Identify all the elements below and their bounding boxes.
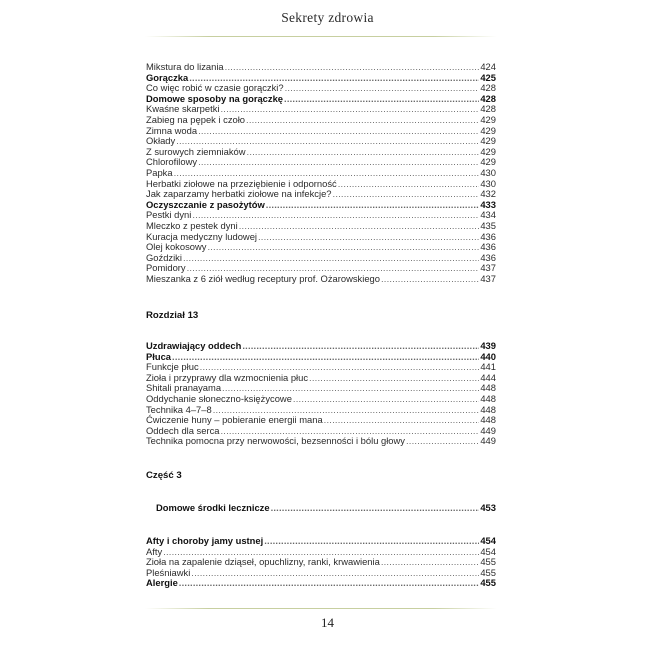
toc-entry-page: 453 — [480, 502, 496, 513]
toc-entry[interactable] — [146, 253, 496, 264]
toc-entry-page: 454 — [480, 535, 496, 546]
toc-entry-page: 429 — [480, 113, 496, 125]
toc-entry-title: Zabieg na pępek i czoło — [146, 113, 246, 125]
leader-dots — [172, 352, 479, 363]
toc-entry-title: Ćwiczenie huny – pobieranie energii mana — [146, 414, 323, 426]
toc-entry[interactable] — [146, 436, 496, 447]
toc-entry[interactable] — [146, 62, 496, 73]
leader-dots — [179, 578, 479, 589]
leader-dots — [309, 373, 479, 384]
header-divider — [145, 36, 497, 37]
leader-dots — [271, 503, 479, 514]
toc-entry[interactable] — [146, 557, 496, 568]
leader-dots — [207, 242, 479, 253]
toc-entry-title: Kuracja medyczny ludowej — [146, 230, 257, 242]
toc-entry[interactable] — [146, 157, 496, 168]
toc-entry-title: Domowe sposoby na gorączkę — [146, 92, 284, 104]
toc-entry-title: Papka — [146, 166, 173, 178]
toc-entry[interactable] — [146, 274, 496, 285]
toc-entry-page: 430 — [480, 166, 496, 178]
leader-dots — [258, 232, 479, 243]
toc-entry[interactable] — [146, 341, 496, 352]
toc-entry-title: Technika 4–7–8 — [146, 403, 212, 415]
leader-dots — [264, 536, 479, 547]
chapter-heading: Rozdział 13 — [146, 310, 199, 321]
toc-entry-title: Zioła na zapalenie dziąseł, opuchlizny, ranki, krwawienia — [146, 556, 380, 568]
toc-entry-title: Herbatki ziołowe na przeziębienie i odporność — [146, 177, 337, 189]
leader-dots — [174, 168, 479, 179]
toc-entry[interactable] — [146, 168, 496, 179]
toc-part-title — [146, 503, 496, 514]
toc-entry-page: 449 — [480, 435, 496, 447]
leader-dots — [381, 557, 479, 568]
leader-dots — [285, 83, 479, 94]
toc-entry-page: 428 — [480, 103, 496, 115]
toc-entry-page: 434 — [480, 209, 496, 221]
toc-entry-page: 429 — [480, 135, 496, 147]
toc-entry-title: Z surowych ziemniaków — [146, 145, 246, 157]
toc-entry-page: 444 — [480, 371, 496, 383]
toc-entry-title: Goździki — [146, 251, 182, 263]
toc-entry-page: 441 — [480, 361, 496, 373]
toc-entry-page: 440 — [480, 350, 496, 362]
toc-entry[interactable] — [146, 394, 496, 405]
leader-dots — [381, 274, 479, 285]
leader-dots — [247, 147, 479, 158]
toc-entry-page: 436 — [480, 251, 496, 263]
toc-entry[interactable] — [146, 115, 496, 126]
leader-dots — [284, 94, 479, 105]
toc-entry-title: Pestki dyni — [146, 209, 192, 221]
leader-dots — [333, 189, 479, 200]
toc-entry-title: Zimna woda — [146, 124, 198, 136]
toc-entry-page: 449 — [480, 424, 496, 436]
toc-entry-title: Co więc robić w czasie gorączki? — [146, 82, 284, 94]
toc-entry-title: Oddech dla serca — [146, 424, 220, 436]
toc-entry[interactable] — [146, 221, 496, 232]
toc-entry-title: Technika pomocna przy nerwowości, bezsenności i bólu głowy — [146, 435, 405, 447]
leader-dots — [293, 394, 479, 405]
toc-entry-title: Alergie — [146, 577, 178, 589]
toc-entry[interactable] — [146, 200, 496, 211]
toc-section-remedies — [146, 536, 496, 589]
toc-entry-title: Domowe środki lecznicze — [156, 502, 270, 513]
toc-entry-page: 448 — [480, 382, 496, 394]
toc-entry-title: Okłady — [146, 135, 176, 147]
toc-entry-page: 428 — [480, 92, 496, 104]
toc-entry-page: 436 — [480, 241, 496, 253]
toc-entry-page: 428 — [480, 82, 496, 94]
toc-entry-title: Płuca — [146, 350, 172, 362]
leader-dots — [183, 253, 479, 264]
running-header: Sekrety zdrowia — [281, 10, 374, 25]
toc-entry-page: 435 — [480, 219, 496, 231]
toc-entry-title: Pleśniawki — [146, 566, 191, 578]
toc-entry-title: Mieszanka z 6 ziół według receptury prof. Ożarowskiego — [146, 272, 380, 284]
leader-dots — [198, 157, 479, 168]
toc-entry-title: Uzdrawiający oddech — [146, 340, 242, 351]
toc-entry-page: 455 — [480, 566, 496, 578]
toc-entry-title: Pomidory — [146, 262, 186, 274]
toc-entry-title: Oddychanie słoneczno-księżycowe — [146, 392, 292, 404]
toc-entry-page: 455 — [480, 577, 496, 589]
toc-entry-page: 429 — [480, 124, 496, 136]
toc-entry-page: 439 — [480, 340, 496, 351]
toc-entry-title: Mleczko z pestek dyni — [146, 219, 238, 231]
leader-dots — [324, 415, 479, 426]
toc-entry-title: Funkcje płuc — [146, 361, 199, 373]
toc-entry-title: Gorączka — [146, 71, 189, 83]
toc-entry-title: Afty — [146, 545, 163, 557]
toc-entry-title: Olej kokosowy — [146, 241, 207, 253]
toc-entry[interactable] — [146, 242, 496, 253]
toc-entry-page: 454 — [480, 545, 496, 557]
leader-dots — [220, 104, 479, 115]
toc-entry[interactable] — [146, 536, 496, 547]
toc-entry-title: Zioła i przyprawy dla wzmocnienia płuc — [146, 371, 309, 383]
toc-entry[interactable] — [146, 578, 496, 589]
toc-entry-title: Mikstura do lizania — [146, 61, 224, 72]
toc-entry-title: Afty i choroby jamy ustnej — [146, 535, 264, 546]
toc-entry-page: 429 — [480, 145, 496, 157]
toc-entry-title: Kwaśne skarpetki — [146, 103, 220, 115]
toc-entry[interactable] — [146, 568, 496, 579]
toc-entry[interactable] — [146, 126, 496, 137]
toc-entry-page: 433 — [480, 198, 496, 210]
toc-entry-page: 424 — [480, 61, 496, 72]
leader-dots — [225, 62, 479, 73]
leader-dots — [266, 200, 479, 211]
footer-divider — [145, 608, 497, 609]
toc-entry-page: 448 — [480, 414, 496, 426]
toc-entry-page: 432 — [480, 188, 496, 200]
toc-entry-page: 455 — [480, 556, 496, 568]
toc-entry-page: 425 — [480, 71, 496, 83]
toc-entry[interactable] — [146, 503, 496, 514]
leader-dots — [406, 436, 479, 447]
toc-entry-page: 437 — [480, 262, 496, 274]
page-number: 14 — [321, 615, 334, 630]
toc-entry-page: 448 — [480, 403, 496, 415]
toc-entry-page: 437 — [480, 272, 496, 284]
toc-entry-title: Chlorofilowy — [146, 156, 198, 168]
leader-dots — [239, 221, 479, 232]
toc-section-fever — [146, 62, 496, 284]
toc-entry-page: 436 — [480, 230, 496, 242]
toc-entry-page: 429 — [480, 156, 496, 168]
part-heading: Część 3 — [146, 470, 182, 481]
toc-entry-page: 430 — [480, 177, 496, 189]
leader-dots — [191, 568, 479, 579]
toc-entry-page: 448 — [480, 392, 496, 404]
toc-section-breathing — [146, 341, 496, 447]
leader-dots — [338, 179, 479, 190]
leader-dots — [198, 126, 479, 137]
leader-dots — [246, 115, 479, 126]
toc-entry[interactable] — [146, 147, 496, 158]
leader-dots — [242, 341, 479, 352]
toc-entry-title: Oczyszczanie z pasożytów — [146, 198, 265, 210]
toc-entry-title: Jak zaparzamy herbatki ziołowe na infekcje? — [146, 188, 332, 200]
toc-entry-title: Shitali pranayama — [146, 382, 222, 394]
